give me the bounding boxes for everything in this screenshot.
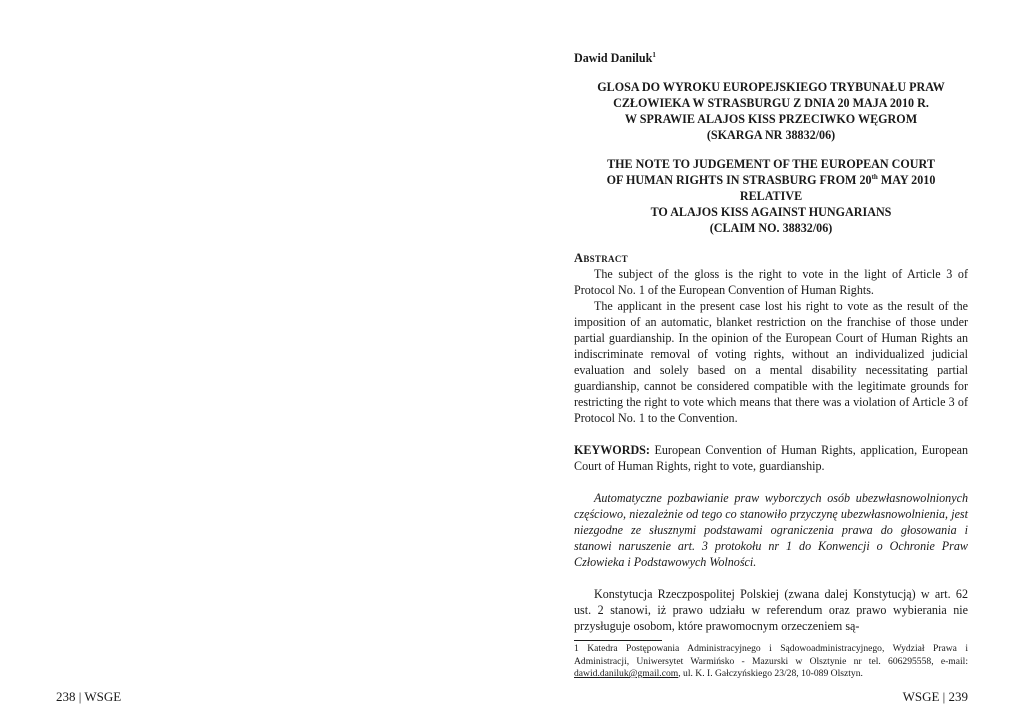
right-page — [512, 0, 1024, 727]
keywords — [574, 442, 968, 474]
title-en-line: THE NOTE TO JUDGEMENT OF THE EUROPEAN COURT — [607, 157, 935, 171]
title-pl-line: W SPRAWIE ALAJOS KISS PRZECIWKO WĘGROM — [624, 112, 918, 126]
title-english — [574, 156, 968, 236]
thesis-paragraph: Automatyczne pozbawianie praw wyborczych osób ubezwłasnowolnionych częściowo, niezależnie od tego co stanowiło przyczynę ubezwłasnowolnienia, jest niezgodne ze słusznymi podstawami ograniczenia prawa do głosowania i stanowi naruszenie art. 3 protokołu nr 1 do Konwencji o Ochronie Praw Człowieka i Podstawowych Wolności. — [574, 491, 968, 569]
abstract-paragraph: The subject of the gloss is the right to vote in the light of Article 3 of Protocol No. 1 of the European Convention of Human Rights. — [574, 267, 968, 297]
title-en-ordinal: th — [871, 172, 878, 181]
title-pl-line: CZŁOWIEKA W STRASBURGU Z DNIA 20 MAJA 2010 R. — [613, 96, 929, 110]
footnote — [574, 643, 968, 681]
keywords-text: European Convention of Human Rights, application, European Court of Human Rights, right to vote, guardianship. — [574, 443, 968, 473]
article-content — [574, 50, 968, 634]
footnote-email-link[interactable]: dawid.daniluk@gmail.com — [574, 668, 679, 679]
body-paragraph: Konstytucja Rzeczpospolitej Polskiej (zwana dalej Konstytucją) w art. 62 ust. 2 stanowi, iż prawo udziału w referendum oraz prawo wybierania nie przysługuje osobom, które prawomocnym orzeczeniem są- — [574, 587, 968, 633]
footnote-text: 1 Katedra Postępowania Administracyjnego i Sądowoadministracyjnego, Wydział Prawa i Administracji, Uniwersytet Warmińsko - Mazurski w Olsztynie nr tel. 606295558, e-mail: — [574, 643, 968, 667]
author-footnote-mark: 1 — [652, 50, 656, 59]
title-en-line: (CLAIM NO. 38832/06) — [709, 221, 833, 235]
title-pl-line: (SKARGA NR 38832/06) — [706, 128, 836, 142]
abstract-paragraph: The applicant in the present case lost his right to vote as the result of the imposition of an automatic, blanket restriction on the franchise of those under partial guardianship. In the opinion of the European Court of Human Rights an indiscriminate removal of voting rights, without an individualized judicial evaluation and solely based on a mental disability necessitating partial guardianship, cannot be considered compatible with the legitimate grounds for restricting the right to vote which means that there was a violation of Article 3 of Protocol No. 1 to the Convention. — [574, 299, 968, 425]
title-en-line — [574, 172, 968, 204]
title-en-line2-end: MAY 2010 RELATIVE — [739, 173, 936, 203]
footnote-address: , ul. K. I. Gałczyńskiego 23/28, 10-089 Olsztyn. — [678, 668, 863, 679]
left-page-number: 238 | WSGE — [56, 689, 122, 704]
author-name-text: Dawid Daniluk — [574, 51, 653, 65]
title-en-line2-start: OF HUMAN RIGHTS IN STRASBURG FROM 20 — [606, 173, 872, 187]
keywords-label: KEYWORDS: — [574, 443, 650, 457]
abstract-heading: Abstract — [574, 251, 628, 265]
title-pl-line: GLOSA DO WYROKU EUROPEJSKIEGO TRYBUNAŁU PRAW — [597, 80, 945, 94]
footnote-divider — [574, 640, 662, 641]
author-name — [574, 50, 968, 66]
title-en-line: TO ALAJOS KISS AGAINST HUNGARIANS — [650, 205, 892, 219]
right-page-number: WSGE | 239 — [902, 689, 968, 704]
title-polish — [574, 79, 968, 143]
